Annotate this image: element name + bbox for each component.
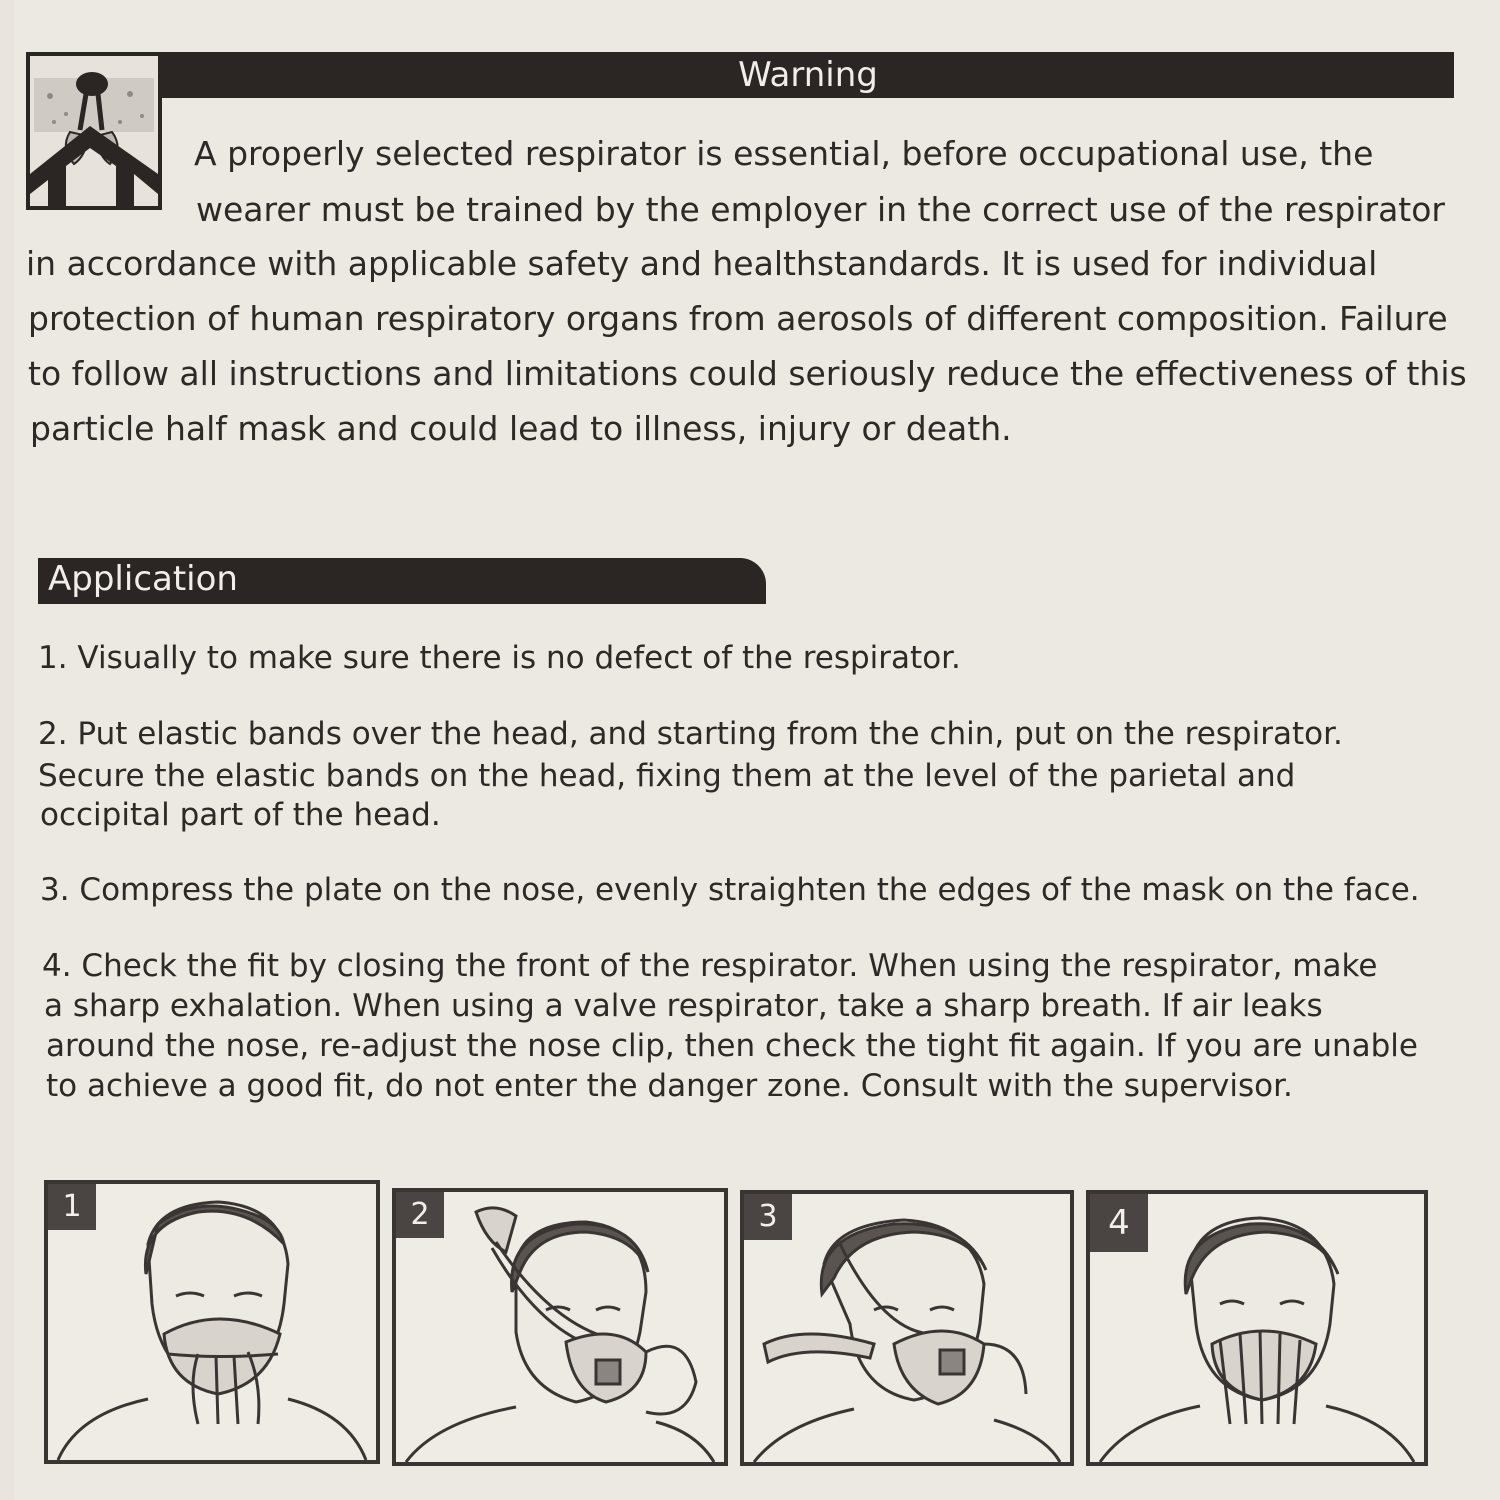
warning-line: wearer must be trained by the employer in the correct use of the respirator xyxy=(196,190,1445,229)
step-4-line: around the nose, re-adjust the nose clip, then check the tight fit again. If you are unable xyxy=(46,1028,1418,1064)
step-1-line: 1. Visually to make sure there is no defect of the respirator. xyxy=(38,640,961,676)
step-4-line: 4. Check the fit by closing the front of the respirator. When using the respirator, make xyxy=(42,948,1378,984)
application-title: Application xyxy=(38,558,766,604)
step-2-line: occipital part of the head. xyxy=(40,797,441,833)
step-4-line: a sharp exhalation. When using a valve respirator, take a sharp breath. If air leaks xyxy=(44,988,1323,1024)
panel-3 xyxy=(740,1190,1074,1466)
warning-line: protection of human respiratory organs from aerosols of different composition. Failure xyxy=(28,299,1448,338)
warning-line: A properly selected respirator is essential, before occupational use, the xyxy=(194,134,1374,173)
mask-position-illustration xyxy=(48,1184,376,1460)
panel-number: 1 xyxy=(48,1184,96,1230)
panel-1 xyxy=(44,1180,380,1464)
panel-4 xyxy=(1086,1190,1428,1466)
step-2-line: Secure the elastic bands on the head, fixing them at the level of the parietal and xyxy=(38,758,1296,794)
elastic-bands-illustration xyxy=(396,1192,724,1462)
panel-number: 3 xyxy=(744,1194,792,1240)
warning-title: Warning xyxy=(162,52,1454,98)
lungs-hazard-icon xyxy=(26,52,162,210)
panel-2 xyxy=(392,1188,728,1466)
warning-line: to follow all instructions and limitations could seriously reduce the effectiveness of this xyxy=(28,354,1467,393)
panel-number: 2 xyxy=(396,1192,444,1238)
nose-clip-illustration xyxy=(744,1194,1070,1462)
step-2-line: 2. Put elastic bands over the head, and starting from the chin, put on the respirator. xyxy=(38,716,1343,752)
step-3-line: 3. Compress the plate on the nose, evenly straighten the edges of the mask on the face. xyxy=(40,872,1420,908)
panel-number: 4 xyxy=(1090,1194,1148,1252)
warning-line: particle half mask and could lead to illness, injury or death. xyxy=(30,409,1012,448)
step-4-line: to achieve a good fit, do not enter the danger zone. Consult with the supervisor. xyxy=(46,1068,1293,1104)
warning-line: in accordance with applicable safety and healthstandards. It is used for individual xyxy=(26,244,1378,283)
